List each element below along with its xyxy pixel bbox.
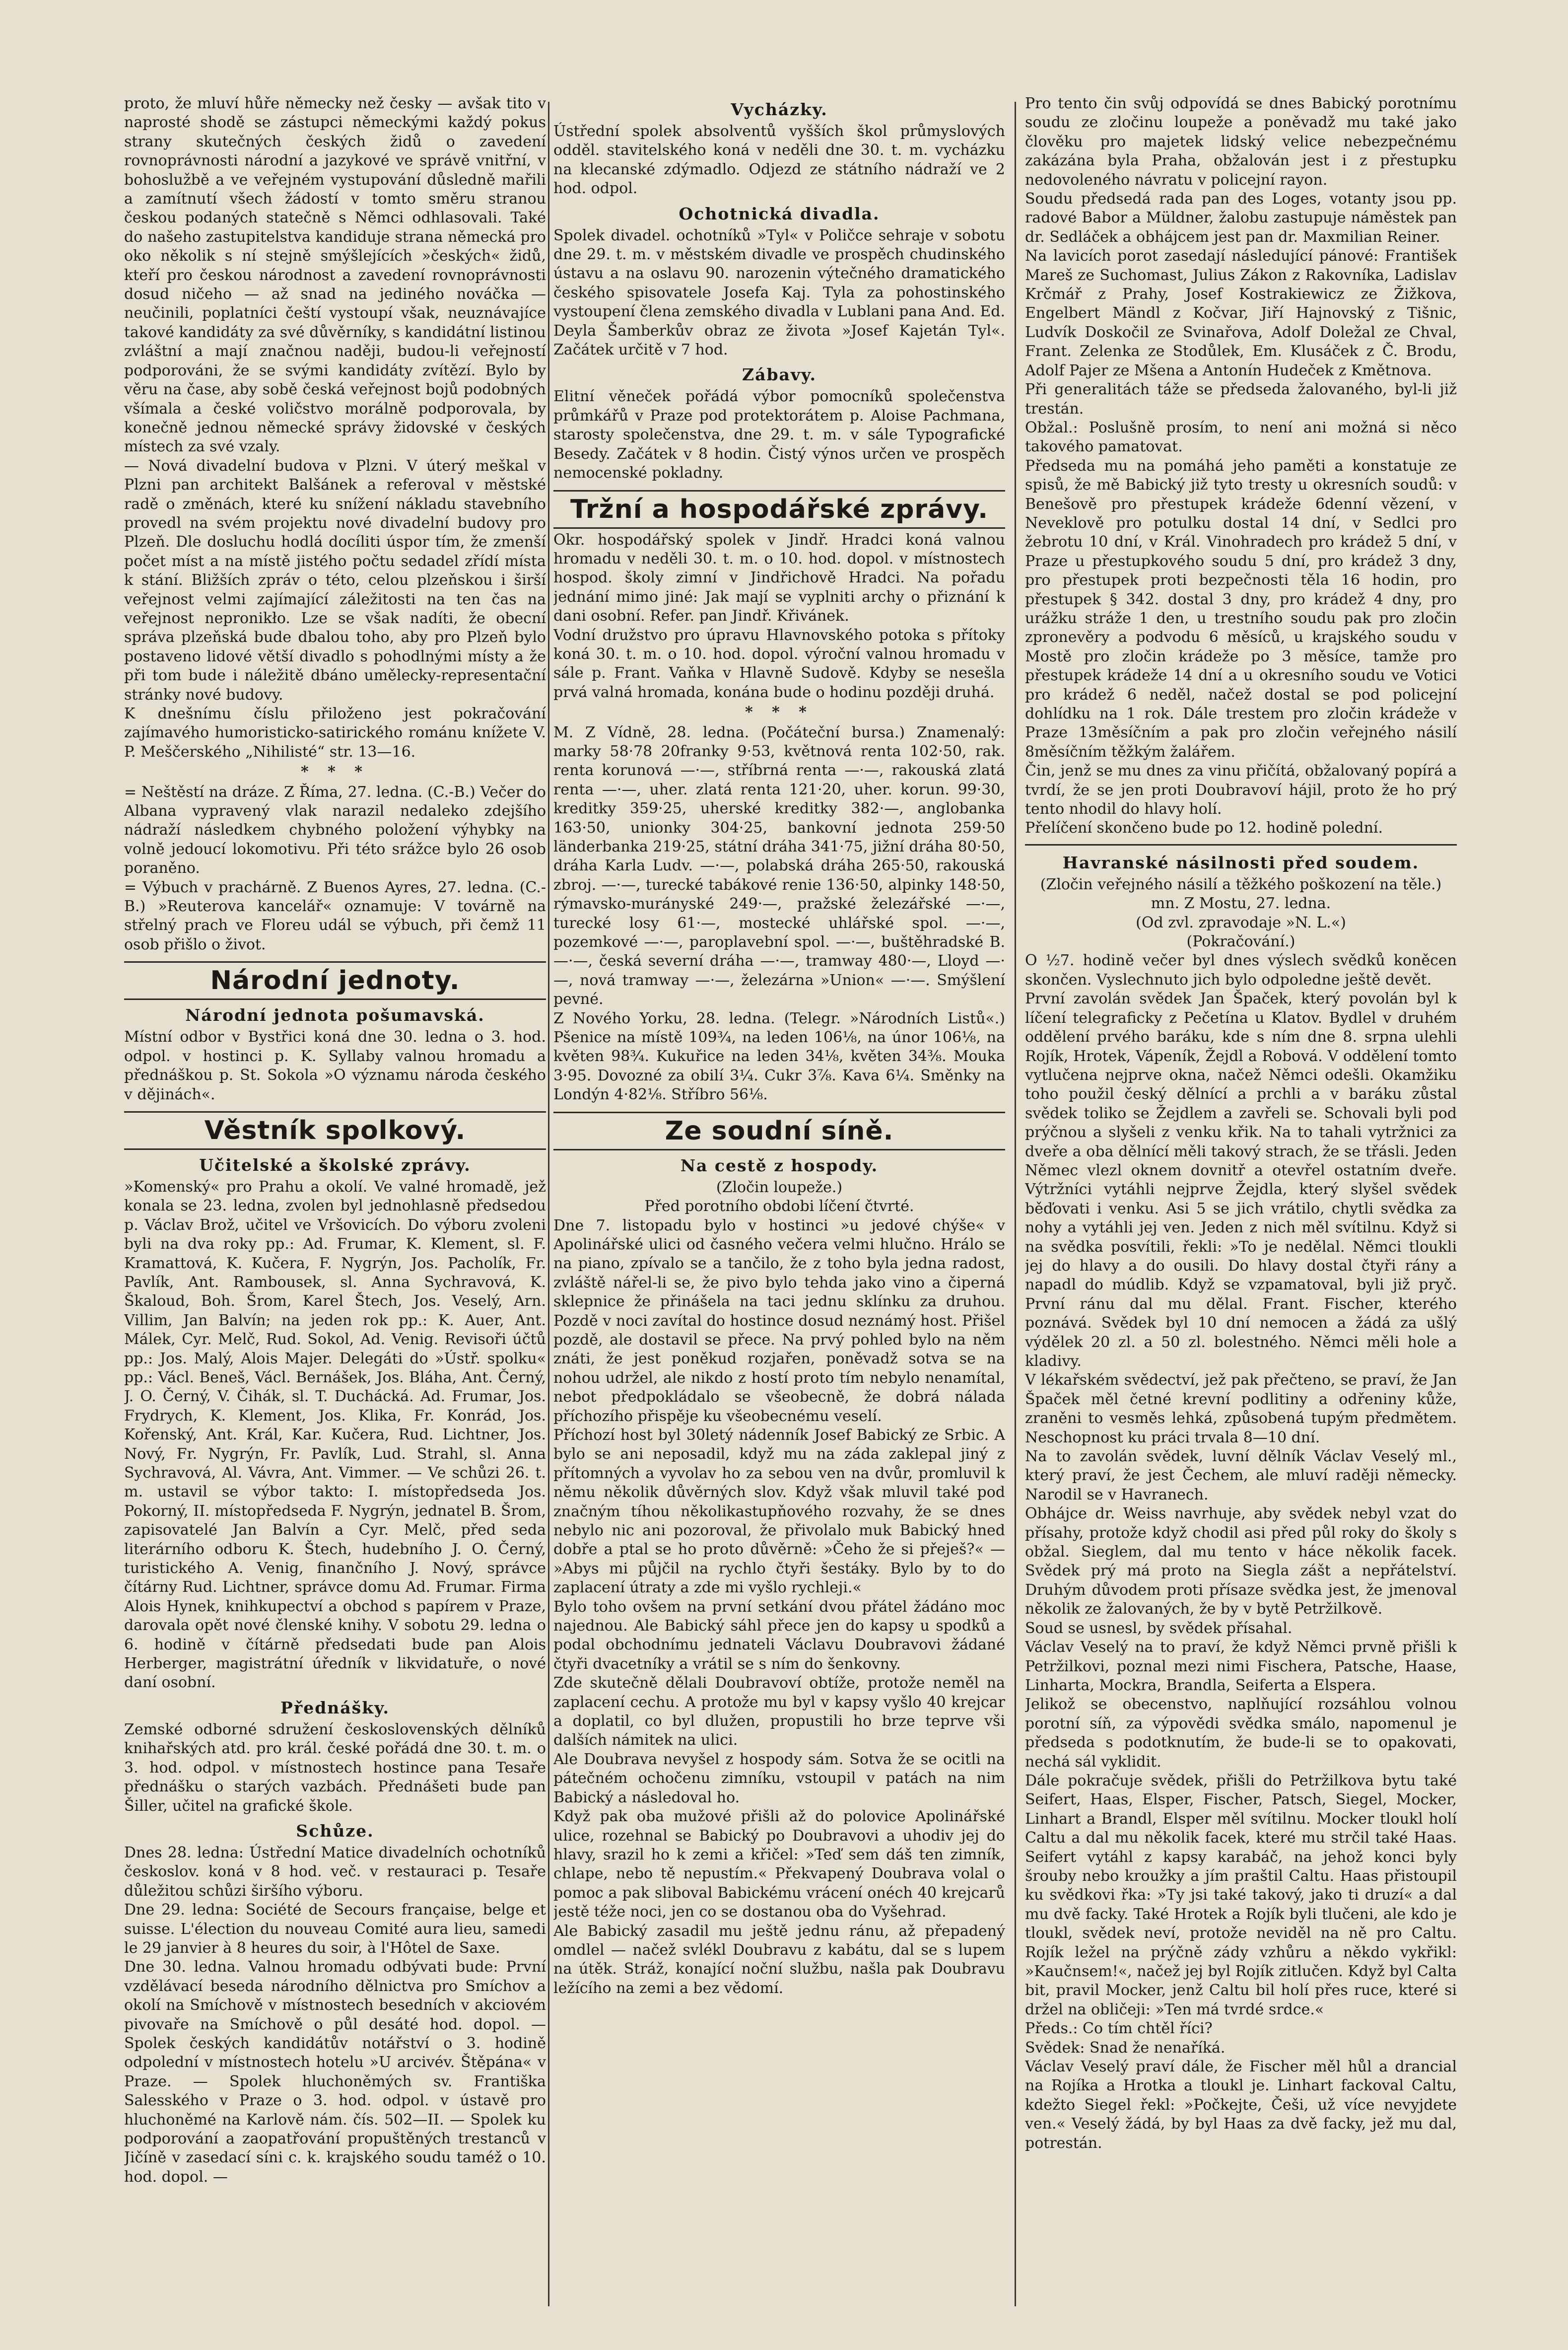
paragraph: Soudu předsedá rada pan des Loges, votanty jsou pp. radové Babor a Müldner, žalobu zastupuje náměstek pan dr. Sedláček a obhájcem jest pan dr. Maxmilian Reiner. bbox=[1025, 190, 1457, 246]
column-divider bbox=[1015, 102, 1016, 2306]
paragraph: Dne 7. listopadu bylo v hostinci »u jedové chýše« v Apolinářské ulici od časného večera velmi hlučno. Hrálo se na piano, zpívalo se a tančilo, že z toho byla jedna radost, zvláště nářel-li se, že pivo bylo tehda jako vino a čiperná sklepnice že přinášela na taci jednu sklínku za druhou. Pozdě v noci zavítal do hostince dosud neznámý host. Přišel pozdě, ale dostavil se přece. Na prvý pohled bylo na něm znáti, že jest poněkud rozjařen, poněvadž sotva se na nohou udržel, ale nikdo z hostí proto tím nebylo nenamítal, nebot předpokládalo se všeobecně, že dobrá nálada příchozího přispěje ku všeobecnému veselí. bbox=[553, 1216, 1005, 1425]
paragraph: = Neštěstí na dráze. Z Říma, 27. ledna. (C.-B.) Večer do Albana vypravený vlak narazil nedaleko zdejšího nádraží následkem chybného položení výhybky na volně jedoucí lokomotivu. Při této srážce bylo 26 osob poraněno. bbox=[124, 783, 546, 877]
centered-line: (Pokračování.) bbox=[1186, 933, 1295, 951]
section-heading: Ze soudní síně. bbox=[553, 1112, 1005, 1150]
column-right bbox=[1025, 94, 1457, 2314]
separator-stars: * * * bbox=[301, 763, 369, 781]
paragraph: Vodní družstvo pro úpravu Hlavnovského potoka s přítoky koná 30. t. m. o 10. hod. dopol. výroční valnou hromadu v sále p. Frant. Vaňka v Hlavně Sudově. Kdyby se nesešla prvá valná hromada, konána bude o hodinu později druhá. bbox=[553, 626, 1005, 701]
subsection-heading: Učitelské a školské zprávy. bbox=[199, 1155, 471, 1175]
paragraph: — Nová divadelní budova v Plzni. V úterý meškal v Plzni pan architekt Balšánek a referoval v městské radě o změnách, které ku snížení nákladu stavebního provedl na svém projektu nové divadelní budovy pro Plzeň. Dle dosluchu hodlá docíliti úspor tím, že zmenší počet míst a na místě jistého počtu sedadel zřídí místa k stání. Bližších zpráv o této, celou plzeňskou i širší veřejnost velmi zajímající záležitosti na ten čas na veřejnost nepronikło. Lze se však nadíti, že obecní správa plzeňská bude dbalou toho, aby pro Plzeň bylo postaveno lidové větší divadlo s pohodlnými místy a že při tom bude i náležitě dbáno umělecky-representační stránky nové budovy. bbox=[124, 457, 546, 704]
paragraph: Pro tento čin svůj odpovídá se dnes Babický porotnímu soudu ze zločinu loupeže a poněvadž mu také jako člověku pro majetek lidský velice nebezpečnému zakázána byla Praha, obžalován jest i z přestupku nedovoleného návratu v policejní rayon. bbox=[1025, 95, 1457, 189]
centered-line: (Zločin veřejného násilí a těžkého poškození na těle.) bbox=[1040, 875, 1442, 893]
paragraph: Přelíčení skončeno bude po 12. hodině polední. bbox=[1025, 819, 1383, 837]
paragraph: Při generalitách táže se předseda žalovaného, byl-li již trestán. bbox=[1025, 381, 1457, 418]
section-heading: Věstník spolkový. bbox=[124, 1111, 546, 1150]
column-divider bbox=[548, 102, 549, 2306]
paragraph: »Komenský« pro Prahu a okolí. Ve valné hromadě, jež konala se 23. ledna, zvolen byl jednohlasně předsedou p. Václav Brož, učitel ve Vršovicích. Do výboru zvoleni byli na dva roky pp.: Ad. Frumar, K. Klement, sl. F. Kramattová, K. Kučera, F. Nygrýn, Jos. Pacholík, Fr. Pavlík, Ant. Rambousek, sl. Anna Sychravová, K. Škaloud, Boh. Šrom, Karel Štech, Jos. Veselý, Arn. Villim, Jan Balvín; na jeden rok pp.: K. Auer, Ant. Málek, Cyr. Melč, Rud. Sokol, Ad. Venig. Revisoři účtů pp.: Jos. Malý, Alois Majer. Delegáti do »Ústř. spolku« pp.: Václ. Beneš, Václ. Bernášek, Jos. Bláha, Ant. Černý, J. O. Černý, V. Čihák, sl. T. Duchácká. Ad. Frumar, Jos. Frydrych, K. Klement, Jos. Klika, Fr. Konrád, Jos. Kořenský, Ant. Král, Kar. Kučera, Rud. Lichtner, Jos. Nový, Fr. Nygrýn, Fr. Pavlík, Lud. Strahl, sl. Anna Sychravová, Al. Vávra, Ant. Vimmer. — Ve schůzi 26. t. m. ustavil se výbor takto: I. místopředseda Jos. Pokorný, II. místopředseda F. Nygrýn, jednatel B. Šrom, zapisovatelé Jan Balvín a Cyr. Melč, před seda literárního odboru K. Štech, hudebního J. O. Černý, turistického A. Venig, finančního J. Nový, správce čítárny Rud. Lichtner, správce domu Ad. Frumar. Firma Alois Hynek, knihkupectví a obchod s papírem v Praze, darovala opět nové členské knihy. V sobotu 29. ledna o 6. hodině v čítárně předsedati bude pan Alois Herberger, magistrátní úředník v likvidatuře, o nové daní osobní. bbox=[124, 1178, 546, 1692]
subsection-heading: Schůze. bbox=[296, 1821, 374, 1841]
paragraph: Dne 29. ledna: Société de Secours française, belge et suisse. L'élection du nouveau Comité aura lieu, samedi le 29 janvier à 8 heures du soir, à l'Hôtel de Saxe. bbox=[124, 1901, 546, 1957]
paragraph: První zavolán svědek Jan Špaček, který povolán byl k líčení telegraficky z Pečetína u Klatov. Bydlel v druhém oddělení prvého baráku, kde s ním dne 8. srpna ulehli Rojík, Hrotek, Vápeník, Žejdl a Robová. V oddělení tomto vytlučena nejprve okna, načež Němci odešli. Okamžiku toho použil český dělnící a prchli a v baráku zůstal svědek toliko se Žejdlem a zavřeli se. Schovali byli pod prýčnou a slyšeli z venku křik. Na to tahali vytržnici za dveře a oba dělnící měli takový strach, že se třásli. Jeden Němec vlezl oknem dovnitř a otevřel ostatním dveře. Výtržníci vytáhli nejprve Žejdla, který slyšel svědek běďovati i venku. Asi 5 se jich vrátilo, chytli svědka za nohy a vytáhli jej ven. Jeden z nich měl svítilnu. Když si na svědka posvítili, řekli: »To je nedělal. Němci tloukli jej do hlavy a do ousili. Do hlavy dostal čtyři rány a napadl do múdlib. Když se vzpamatoval, byli již pryč. První ránu dal mu dělal. Frant. Fischer, kterého poznává. Svědek byl 10 dní nemocen a žádá za ušlý výdělek 20 zl. a 50 zl. bolestného. Němci měli hole a kladivy. bbox=[1025, 990, 1457, 1370]
subsection-heading: Zábavy. bbox=[742, 365, 817, 385]
paragraph: Spolek divadel. ochotníků »Tyl« v Poličce sehraje v sobotu dne 29. t. m. v městském divadle ve prospěch chudinského ústavu a na oslavu 90. narozenin výtečného dramatického českého spisovatele Josefa Kaj. Tyla za pohostinského vystoupení člena zemského divadla v Lublani pana And. Ed. Deyla Šamberkův obraz ze života »Josef Kajetán Tyl«. Začátek určitě v 7 hod. bbox=[553, 226, 1005, 359]
subsection-heading: Havranské násilnosti před soudem. bbox=[1062, 853, 1420, 872]
centered-line: Před porotního obdobi líčení čtvrté. bbox=[644, 1198, 914, 1215]
paragraph: Václav Veselý na to praví, že když Němci prvně přišli k Petržilkovi, poznal mezi nimi Fischera, Patsche, Haase, Linharta, Mockra, Brandla, Seiferta a Elspera. bbox=[1025, 1638, 1457, 1694]
column-left bbox=[124, 94, 546, 2314]
subsection-heading: Ochotnická divadla. bbox=[679, 204, 880, 223]
centered-line: mn. Z Mostu, 27. ledna. bbox=[1151, 895, 1331, 913]
paragraph: Na lavicích porot zasedají následující pánové: František Mareš ze Suchomast, Julius Zákon z Rakovníka, Ladislav Krčmář z Prahy, Josef Kostrakiewicz ze Žižkova, Engelbert Mändl z Kočvar, Jiří Hajnovský z Tišnic, Ludvík Doskočil ze Svinařova, Adolf Doležal ze Chval, Frant. Zelenka ze Stodůlek, Em. Klusáček z Č. Brodu, Adolf Pajer ze Mšena a Antonín Hudeček z Kmětnova. bbox=[1025, 247, 1457, 379]
paragraph: Bylo toho ovšem na první setkání dvou přátel žádáno moc najednou. Ale Babický sáhl přece jen do kapsy u spodků a podal obchodnímu jednateli Václavu Doubravovi žádané čtyři dvacetníky a vrátil se s ním do šenkovny. bbox=[553, 1598, 1005, 1673]
paragraph: Místní odbor v Bystřici koná dne 30. ledna o 3. hod. odpol. v hostinci p. K. Syllaby valnou hromadu a přednáškou p. St. Sokola »O významu národa českého v dějinách«. bbox=[124, 1028, 546, 1103]
paragraph: Dnes 28. ledna: Ústřední Matice divadelních ochotníků českoslov. koná v 8 hod. več. v restauraci p. Tesaře důležitou schůzi širšího výboru. bbox=[124, 1844, 546, 1900]
paragraph: Čin, jenž se mu dnes za vinu přičítá, obžalovaný popírá a tvrdí, že se jen proti Doubravoví hájil, proto že ho prý tento nhodil do hlavy holí. bbox=[1025, 762, 1457, 818]
paragraph: Předseda mu na pomáhá jeho paměti a konstatuje ze spisů, že mě Babický již tyto tresty u okresních soudů: v Benešově pro přestupek krádeže 6denní vězení, v Neveklově pro potulku dostal 14 dní, v Sedlci pro žebrotu 10 dní, v Král. Vinohradech pro krádež 5 dní, v Praze u přestupkového soudu 5 dní, pro krádež 3 dny, pro přestupek proti bezpečnosti těla 16 hodin, pro přestupek § 342. dostal 3 dny, pro krádež 4 dny, pro urážku stráže 1 den, u trestního soudu pak pro zločin zpronevěry a podvodu 6 měsíců, u krajského soudu v Mostě pro zločin krádeže po 3 měsíce, tamže pro přestupek krádeže 14 dní a u okresního soudu ve Votici pro krádež 6 neděl, načež dostal se pod policejní dohlídku na 1 rok. Dále trestem pro zločin krádeže v Praze 13měsíčním a pak pro zločin veřejného násilí 8měsíčním těžkým žalářem. bbox=[1025, 457, 1457, 761]
paragraph: Zemské odborné sdružení československých dělníků knihařských atd. pro král. české pořádá dne 30. t. m. o 3. hod. odpol. v místnostech hostince pana Tesaře přednášku o starých vazbách. Přednášeti bude pan Šiller, učitel na grafické škole. bbox=[124, 1720, 546, 1815]
column-middle bbox=[553, 94, 1005, 2314]
paragraph: Elitní věneček pořádá výbor pomocníků společenstva průmkářů v Praze pod protektorátem p. Aloise Pachmana, starosty společenstva, dne 29. t. m. v sále Typografické Besedy. Začátek v 8 hodin. Čistý výnos určen ve prospěch nemocenské pokladny. bbox=[553, 388, 1005, 482]
paragraph: K dnešnímu číslu přiloženo jest pokračování zajímavého humoristicko-satirického románu knížete V. P. Meščerského „Nihilisté“ str. 13—16. bbox=[124, 705, 546, 761]
subsection-heading: Přednášky. bbox=[280, 1698, 390, 1717]
paragraph: O ½7. hodině večer byl dnes výslech svědků koněcen skončen. Vyslechnuto jich bylo odpoledne ještě devět. bbox=[1025, 952, 1457, 989]
paragraph: Ústřední spolek absolventů vyšších škol průmyslových odděl. stavitelského koná v neděli dne 30. t. m. vycházku na klecanské zdýmadlo. Odjezd ze státního nádraží ve 2 hod. odpol. bbox=[553, 123, 1005, 198]
subsection-heading: Na cestě z hospody. bbox=[680, 1155, 879, 1175]
paragraph: Když pak oba mužové přišli až do polovice Apolinářské ulice, rozehnal se Babický po Doubravovi a uhodiv jej do hlavy, srazil ho k zemi a křičel: »Teď sem dáš ten zimník, chlape, nebo tě nepustím.« Překvapený Doubrava volal o pomoc a pak sliboval Babickému vrácení onéch 40 krejcarů jestě téže noci, jen co se dostanou oba do Vyšehrad. bbox=[553, 1808, 1005, 1921]
section-heading: Tržní a hospodářské zprávy. bbox=[553, 490, 1005, 529]
paragraph: Soud se usnesl, by svědek přísahal. bbox=[1025, 1619, 1293, 1637]
separator-rule bbox=[1025, 844, 1457, 846]
paragraph: Z Nového Yorku, 28. ledna. (Telegr. »Národních Listů«.) Pšenice na místě 109¾, na leden 106⅛, na únor 106⅛, na květen 98¾. Kukuřice na leden 34⅛, květen 34⅜. Mouka 3·95. Dovozné za obilí 3¼. Cukr 3⅞. Kava 6¼. Směnky na Londýn 4·82⅛. Stříbro 56⅛. bbox=[553, 1009, 1005, 1104]
separator-stars: * * * bbox=[745, 704, 814, 721]
paragraph: V lékařském svědectví, jež pak přečteno, se praví, že Jan Špaček měl četné krevní podlitiny a odřeniny kůže, zraněni to vesměs lehká, způsobená tupým předmětem. Neschopnost ku práci trvala 8—10 dní. bbox=[1025, 1371, 1457, 1446]
paragraph: M. Z Vídně, 28. ledna. (Počáteční bursa.) Znamenalý: marky 58·78 20franky 9·53, květnová renta 102·50, rak. renta korunová —·—, stříbrná renta —·—, rakouská zlatá renta —·—, uher. zlatá renta 121·20, uher. korun. 99·30, kreditky 359·25, uherské kreditky 382·—, anglobanka 163·50, unionky 304·25, bankovní jednota 259·50 länderbanka 219·25, státní dráha 341·75, jižní dráha 80·50, dráha Karla Ludv. —·—, polabská dráha 265·50, rakouská zbroj. —·—, turecké tabákové renie 136·50, alpinky 148·50, rýmavsko-murányské 249·—, pražské železářské —·—, turecké losy 61·—, mostecké uhlářské spol. —·—, pozemkové —·—, paroplavební spol. —·—, buštěhradské B. —·—, česká severní dráha —·—, tramway 480·—, Lloyd —·—, nová tramway —·—, železárna »Union« —·—. Smýšlení pevné. bbox=[553, 723, 1005, 1008]
paragraph: Obhájce dr. Weiss navrhuje, aby svědek nebyl vzat do přísahy, protože když chodil asi před půl roky do školy s obžal. Sieglem, dal mu tento v háce několik facek. Svědek prý má proto na Siegla zášt a nepřátelství. Druhým důvodem proti přísaze svědka jest, že jmenoval několik ze žalovaných, že by v bytě Petržilkově. bbox=[1025, 1505, 1457, 1618]
subsection-heading: Národní jednota pošumavská. bbox=[185, 1005, 485, 1025]
paragraph: Příchozí host byl 30letý nádenník Josef Babický ze Srbic. A bylo se ani neposadil, když mu na záda zaklepal jiný z přítomných a vyvolav ho za sebou ven na dvůr, promluvil k němu několik důvěrných slov. Když však mluvil také pod značným tíhou několikastupňového rozvahy, že se dnes nebylo nic ani pozoroval, že přivolalo muk Babický hned dobře a ptal se ho proto důvěrně: »Čeho že si přeješ?« — »Abys mi půjčil na rychlo čtyři šestáky. Bylo by to do zaplacení útraty a zde mi vyšlo rychleji.« bbox=[553, 1426, 1005, 1597]
paragraph: Zde skutečně dělali Doubravoví obtíže, protože neměl na zaplacení cechu. A protože mu byl v kapsy vyšlo 40 krejcar a doplatil, co byl dlužen, propustili ho brze teprve vši dalších námitek na ulici. bbox=[553, 1674, 1005, 1749]
paragraph: Ale Babický zasadil mu ještě jednu ránu, až přepadený omdlel — načež svlékl Doubravu z kabátu, dal se s lupem na útěk. Stráž, konající noční službu, našla pak Doubravu ležícího na zemi a bez vědomí. bbox=[553, 1922, 1005, 1997]
paragraph: Ale Doubrava nevyšel z hospody sám. Sotva že se ocitli na pátečném ochočenu zimníku, vstoupil v patách na nim Babický a následoval ho. bbox=[553, 1750, 1005, 1806]
paragraph: = Výbuch v prachárně. Z Buenos Ayres, 27. ledna. (C.-B.) »Reuterova kancelář« oznamuje: V továrně na střelný prach ve Floreu udál se výbuch, při čemž 11 osob přišlo o život. bbox=[124, 878, 546, 953]
paragraph: Václav Veselý praví dále, že Fischer měl hůl a drancial na Rojíka a Hrotka a tloukl je. Linhart fackoval Caltu, kdežto Siegel řekl: »Počkejte, Češi, už více nevyjdete ven.« Veselý žádá, by byl Haas za dvě facky, jež mu dal, potrestán. bbox=[1025, 2058, 1457, 2152]
paragraph: Předs.: Co tím chtěl říci? bbox=[1025, 2020, 1213, 2038]
paragraph: Dále pokračuje svědek, přišli do Petržilkova bytu také Seifert, Haas, Elsper, Fischer, Patsch, Siegel, Mocker, Linhart a Brandl, Elsper měl svítilnu. Mocker tloukl holí Caltu a dal mu několik facek, které mu strčil také Haas. Seifert vytáhl z kapsy karabáč, na jehož konci byly šrouby nebo kroužky a jím praštil Caltu. Haas přistoupil ku svědkovi řka: »Ty jsi také takový, jako ti druzí« a dal mu dvě facky. Také Hrotek a Rojík byli tlučeni, ale kdo je tloukl, svědek neví, protože neviděl na ně pro Caltu. Rojík ležel na prýčně zády vzhůru a někdo vykřikl: »Kaučnsem!«, načež jej byl Rojík zitlučen. Když byl Calta bit, pravil Mocker, jenž Caltu bil holí přes ruce, které si držel na obličeji: »Ten má tvrdé srdce.« bbox=[1025, 1772, 1457, 2018]
paragraph: proto, že mluví hůře německy než česky — avšak tito v naprosté shodě se zástupci německými každý pokus strany skutečných českých židů o zavedení rovnoprávnosti národní a jazykové ve správě vnitřní, v bohoslužbě a ve veřejném vystupování důsledně mařili a zamítnutí všech žádostí v tomto směru stranou českou podaných statečně s Němci odhlasovali. Také do našeho zastupitelstva kandiduje strana německá pro oko několik s ní stejně smýšlejících »českých« židů, kteří pro českou národnost a zavedení rovnoprávnosti dosud ničeho — až snad na jediného nováčka — neučinili, poplatníci čeští vystoupí však, neuznávajíce takové kandidáty za své důvěrníky, s kandidátní listinou zvláštní a mají značnou naději, budou-li veřejností podporováni, že se svými kandidáty zvítězí. Bylo by věru na čase, aby sobě česká veřejnost bojů podobných všímala a české voličstvo morálně podporovala, by konečně jednou německé správy židovské v českých místech za své vzaly. bbox=[124, 95, 546, 456]
paragraph: Obžal.: Poslušně prosím, to není ani možná si něco takového pamatovat. bbox=[1025, 419, 1457, 456]
paragraph: Okr. hospodářský spolek v Jindř. Hradci koná valnou hromadu v neděli 30. t. m. o 10. hod. dopol. v místnostech hospod. školy zimní v Jindřichově Hradci. Na pořadu jednání mimo jiné: Jak mají se vyplniti archy o přiznání k dani osobní. Refer. pan Jindř. Křivánek. bbox=[553, 531, 1005, 625]
paragraph: Dne 30. ledna. Valnou hromadu odbývati bude: První vzdělávací beseda národního dělnictva pro Smíchov a okolí na Smíchově v místnostech besedních v akciovém pivovaře na Smíchově o půl desáté hod. dopol. — Spolek českých kandidátův notářství o 3. hodině odpolední v místnostech hotelu »U arcivév. Štěpána« v Praze. — Spolek hluchoněmých sv. Františka Salesského v Praze o 3. hod. odpol. v ústavě pro hluchoněmé na Karlově nám. čís. 502—II. — Spolek ku podporování a zaopatřování propuštěných trestanců v Jičíně v zasedací síni c. k. krajského soudu taméž o 10. hod. dopol. — bbox=[124, 1958, 546, 2186]
paragraph: Na to zavolán svědek, luvní dělník Václav Veselý ml., který praví, že jest Čechem, ale mluví raději německy. Narodil se v Havranech. bbox=[1025, 1448, 1457, 1503]
subsection-heading: Vycházky. bbox=[731, 100, 828, 119]
centered-line: (Zločin loupeže.) bbox=[716, 1178, 843, 1196]
paragraph: Jelikož se obecenstvo, naplňující rozsáhlou volnou porotní síň, za výpovědi svědka smálo, napomenul je předseda s podotknutím, že bude-li se to opakovati, nechá sál vyklidit. bbox=[1025, 1696, 1457, 1771]
centered-line: (Od zvl. zpravodaje »N. L.«) bbox=[1136, 914, 1346, 931]
paragraph: Svědek: Snad že nenaříká. bbox=[1025, 2039, 1226, 2057]
section-heading: Národní jednoty. bbox=[124, 961, 546, 1000]
